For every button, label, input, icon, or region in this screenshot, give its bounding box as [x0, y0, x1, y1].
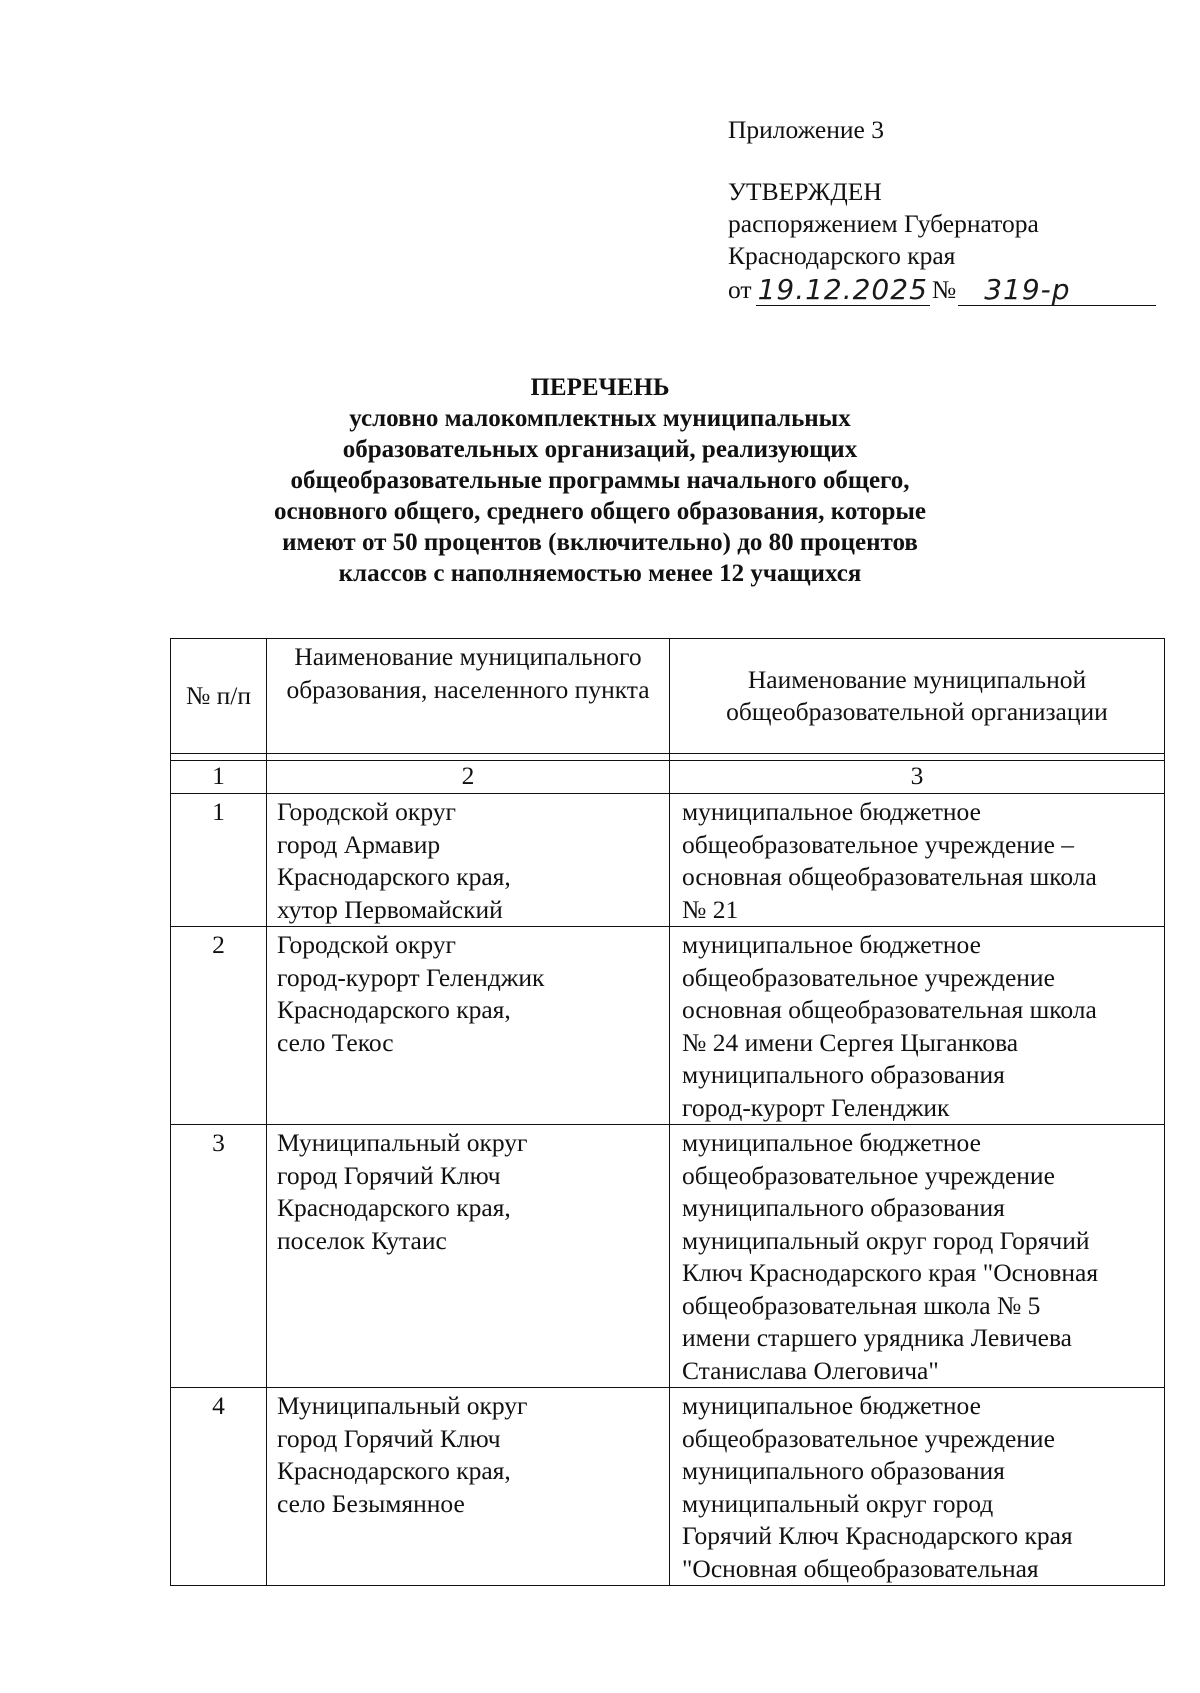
organization-line: муниципальный округ город Горячий	[682, 1225, 1090, 1255]
organization-cell	[670, 1388, 1165, 1586]
organization-line: общеобразовательное учреждение	[682, 1423, 1055, 1453]
municipality-line: Краснодарского края,	[277, 1456, 511, 1485]
column-number: 3	[670, 761, 1165, 794]
organization-line: основная общеобразовательная школа	[682, 862, 1097, 891]
organization-line: муниципальное бюджетное	[682, 1128, 981, 1157]
municipality-line: село Текос	[277, 1027, 394, 1057]
title-line: классов с наполняемостью менее 12 учащихся	[338, 560, 862, 587]
approved-label: УТВЕРЖДЕН	[728, 177, 882, 206]
municipality-line: село Безымянное	[277, 1488, 465, 1518]
organization-line: муниципальный округ город	[682, 1488, 994, 1518]
municipality-line: Городской округ	[277, 930, 456, 959]
organization-cell	[670, 927, 1165, 1125]
organization-line: муниципального образования	[682, 1456, 1005, 1485]
organization-cell	[670, 794, 1165, 927]
approval-authority-line: распоряжением Губернатора	[728, 209, 1039, 238]
municipality-cell	[267, 1125, 670, 1388]
header-municipality-line: Наименование	[294, 642, 454, 671]
approval-block	[728, 114, 1168, 306]
municipality-line: Краснодарского края,	[277, 862, 511, 891]
row-number: 1	[171, 794, 267, 927]
row-number: 2	[171, 927, 267, 1125]
header-municipality-line: населенного пункта	[433, 674, 650, 704]
organization-line: город-курорт Геленджик	[682, 1092, 950, 1122]
organization-line: № 24 имени Сергея Цыганкова	[682, 1027, 1019, 1057]
handwritten-number: 319-р	[958, 275, 1156, 306]
approval-region-line: Краснодарского края	[728, 241, 956, 270]
handwritten-date: 19.12.2025	[757, 273, 928, 306]
municipality-line: поселок Кутаис	[277, 1225, 447, 1255]
row-number: 3	[171, 1125, 267, 1388]
header-separator	[171, 754, 1165, 761]
organization-cell	[670, 1125, 1165, 1388]
organization-line: "Основная общеобразовательная	[682, 1553, 1039, 1583]
header-organization-line: Наименование муниципальной	[747, 664, 1087, 694]
table-row	[171, 927, 1165, 1125]
organization-line: муниципальное бюджетное	[682, 797, 981, 826]
title-heading: ПЕРЕЧЕНЬ	[530, 374, 670, 401]
organization-line: муниципального образования	[682, 1193, 1005, 1222]
organization-line: № 21	[682, 894, 739, 924]
table-header-row	[171, 639, 1165, 754]
municipality-cell	[267, 927, 670, 1125]
header-number-line: п/п	[216, 680, 252, 710]
municipality-cell	[267, 794, 670, 927]
municipality-line: хутор Первомайский	[277, 894, 503, 924]
header-number	[171, 639, 267, 754]
municipality-line: город Горячий Ключ	[277, 1160, 501, 1190]
date-prefix: от	[728, 275, 752, 304]
municipality-line: город Армавир	[277, 829, 441, 859]
header-municipality-line: муниципального образования,	[286, 642, 642, 704]
table-row	[171, 1388, 1165, 1586]
table-row	[171, 1125, 1165, 1388]
header-municipality	[267, 639, 670, 754]
header-organization	[670, 639, 1165, 754]
municipality-line: Городской округ	[277, 797, 456, 826]
organization-line: общеобразовательное учреждение –	[682, 829, 1075, 859]
approval-date-number-line	[728, 272, 1168, 306]
organizations-table	[170, 638, 1165, 1586]
title-line: общеобразовательные программы начального общего,	[290, 467, 910, 494]
column-number-row	[171, 761, 1165, 794]
municipality-cell	[267, 1388, 670, 1586]
number-sign: №	[931, 275, 957, 304]
organization-line: общеобразовательное учреждение	[682, 1160, 1055, 1190]
organization-line: муниципальное бюджетное	[682, 930, 981, 959]
appendix-label: Приложение 3	[728, 115, 884, 144]
municipality-line: Краснодарского края,	[277, 1193, 511, 1222]
organization-line: муниципальное бюджетное	[682, 1391, 981, 1420]
column-number: 2	[267, 761, 670, 794]
header-organization-line: общеобразовательной организации	[726, 697, 1108, 726]
organization-line: Станислава Олеговича"	[682, 1355, 939, 1385]
table-row	[171, 794, 1165, 927]
organization-line: Горячий Ключ Краснодарского края	[682, 1521, 1073, 1550]
organization-line: имени старшего урядника Левичева	[682, 1323, 1072, 1352]
municipality-line: Краснодарского края,	[277, 995, 511, 1024]
title-line: имеют от 50 процентов (включительно) до 80 процентов	[282, 529, 918, 556]
municipality-line: Муниципальный округ	[277, 1391, 528, 1420]
organization-line: общеобразовательная школа № 5	[682, 1290, 1041, 1320]
title-line: основного общего, среднего общего образования, которые	[273, 498, 926, 525]
organization-line: муниципального образования	[682, 1060, 1005, 1089]
header-number-line: №	[185, 680, 211, 710]
row-number: 4	[171, 1388, 267, 1586]
title-line: условно малокомплектных муниципальных	[349, 405, 851, 432]
municipality-line: Муниципальный округ	[277, 1128, 528, 1157]
document-title	[200, 372, 1000, 589]
column-number: 1	[171, 761, 267, 794]
organization-line: общеобразовательное учреждение	[682, 962, 1055, 992]
municipality-line: город-курорт Геленджик	[277, 962, 545, 992]
municipality-line: город Горячий Ключ	[277, 1423, 501, 1453]
organization-line: Ключ Краснодарского края "Основная	[682, 1258, 1099, 1287]
organization-line: основная общеобразовательная школа	[682, 995, 1097, 1024]
title-line: образовательных организаций, реализующих	[342, 436, 858, 463]
